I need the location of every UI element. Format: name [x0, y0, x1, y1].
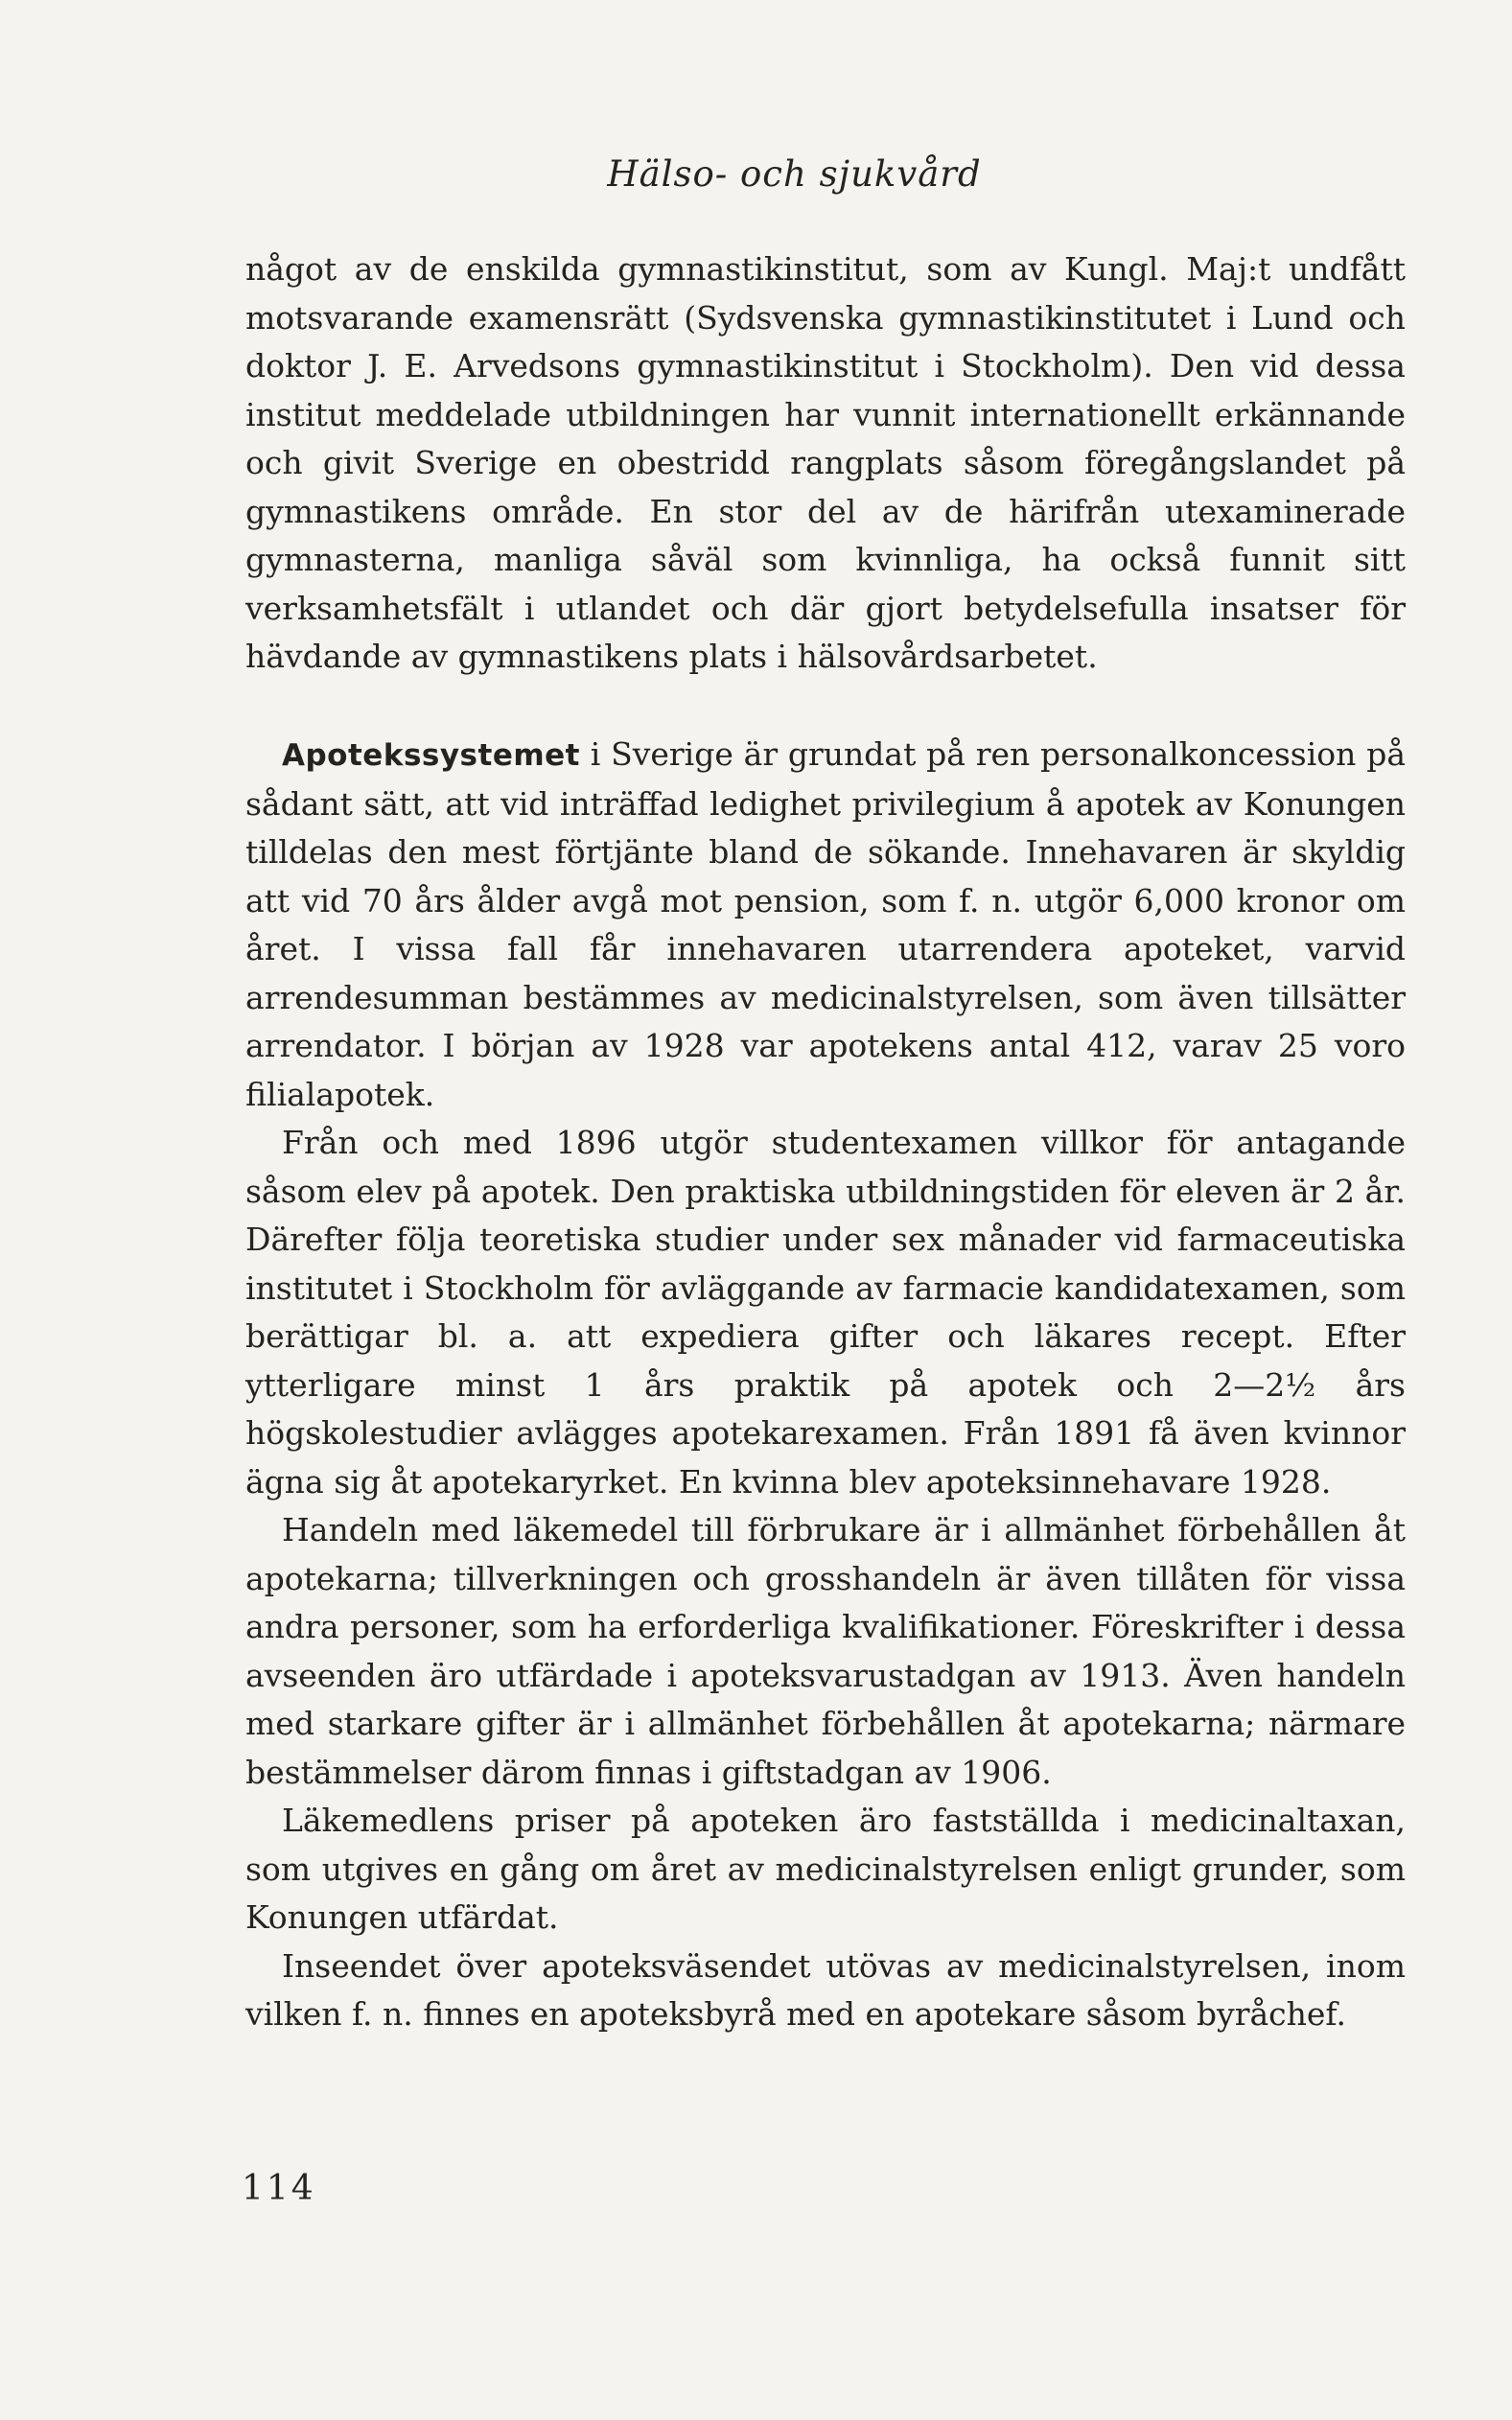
- continuation-paragraph: något av de enskilda gymnastikinstitut, som av Kungl. Maj:t undfått motsvarande examensrätt (Sydsvenska gymnastikinstitutet i Lund och doktor J. E. Arvedsons gymnastikinstitut i Stockholm). Den vid dessa institut meddelade utbildningen har vunnit internationellt erkännande och givit Sverige en obestridd rangplats såsom föregångslandet på gymnastikens område. En stor del av de härifrån utexaminerade gymnasterna, manliga såväl som kvinnliga, ha också funnit sitt verksamhetsfält i utlandet och där gjort betydelsefulla insatser för hävdande av gymnastikens plats i hälsovårdsarbetet.: [245, 250, 1406, 675]
- section-paragraph-4: Läkemedlens priser på apoteken äro fastställda i medicinaltaxan, som utgives en gång om året av medicinalstyrelsen enligt grunder, som Konungen utfärdat.: [245, 1802, 1406, 1936]
- continuation-block: [245, 245, 1406, 682]
- page-number: 114: [242, 2169, 316, 2208]
- apoteks-section: [245, 731, 1406, 2039]
- section-paragraph-1: [245, 731, 1406, 1119]
- section-paragraph-5: Inseendet över apoteksväsendet utövas av medicinalstyrelsen, inom vilken f. n. finnes en apoteksbyrå med en apotekare såsom byråchef.: [245, 1946, 1406, 2033]
- running-header: Hälso- och sjukvård: [607, 153, 982, 195]
- section-paragraph-3: Handeln med läkemedel till förbrukare är i allmänhet förbehållen åt apotekarna; tillverkningen och grosshandeln är även tillåten för vissa andra personer, som ha erforderliga kvalifikationer. Föreskrifter i dessa avseenden äro utfärdade i apoteksvarustadgan av 1913. Även handeln med starkare gifter är i allmänhet förbehållen åt apotekarna; närmare bestämmelser därom finnas i giftstadgan av 1906.: [245, 1511, 1406, 1791]
- section-lead-term: Apotekssystemet: [282, 738, 580, 773]
- section-paragraph-2: Från och med 1896 utgör studentexamen villkor för antagande såsom elev på apotek. Den praktiska utbildningstiden för eleven är 2 år. Därefter följa teoretiska studier under sex månader vid farmaceutiska institutet i Stockholm för avläggande av farmacie kandidatexamen, som berättigar bl. a. att expediera gifter och läkares recept. Efter ytterligare minst 1 års praktik på apotek och 2—2½ års högskolestudier avlägges apotekarexamen. Från 1891 få även kvinnor ägna sig åt apotekaryrket. En kvinna blev apoteksinnehavare 1928.: [245, 1124, 1406, 1501]
- section-paragraph-1-text: i Sverige är grundat på ren personalkoncession på sådant sätt, att vid inträffad ledighet privilegium å apotek av Konungen tilldelas den mest förtjänte bland de sökande. Innehavaren är skyldig att vid 70 års ålder avgå mot pension, som f. n. utgör 6,000 kronor om året. I vissa fall får innehavaren utarrendera apoteket, varvid arrendesumman bestämmes av medicinalstyrelsen, som även tillsätter arrendator. I början av 1928 var apotekens antal 412, varav 25 voro filialapotek.: [245, 735, 1406, 1113]
